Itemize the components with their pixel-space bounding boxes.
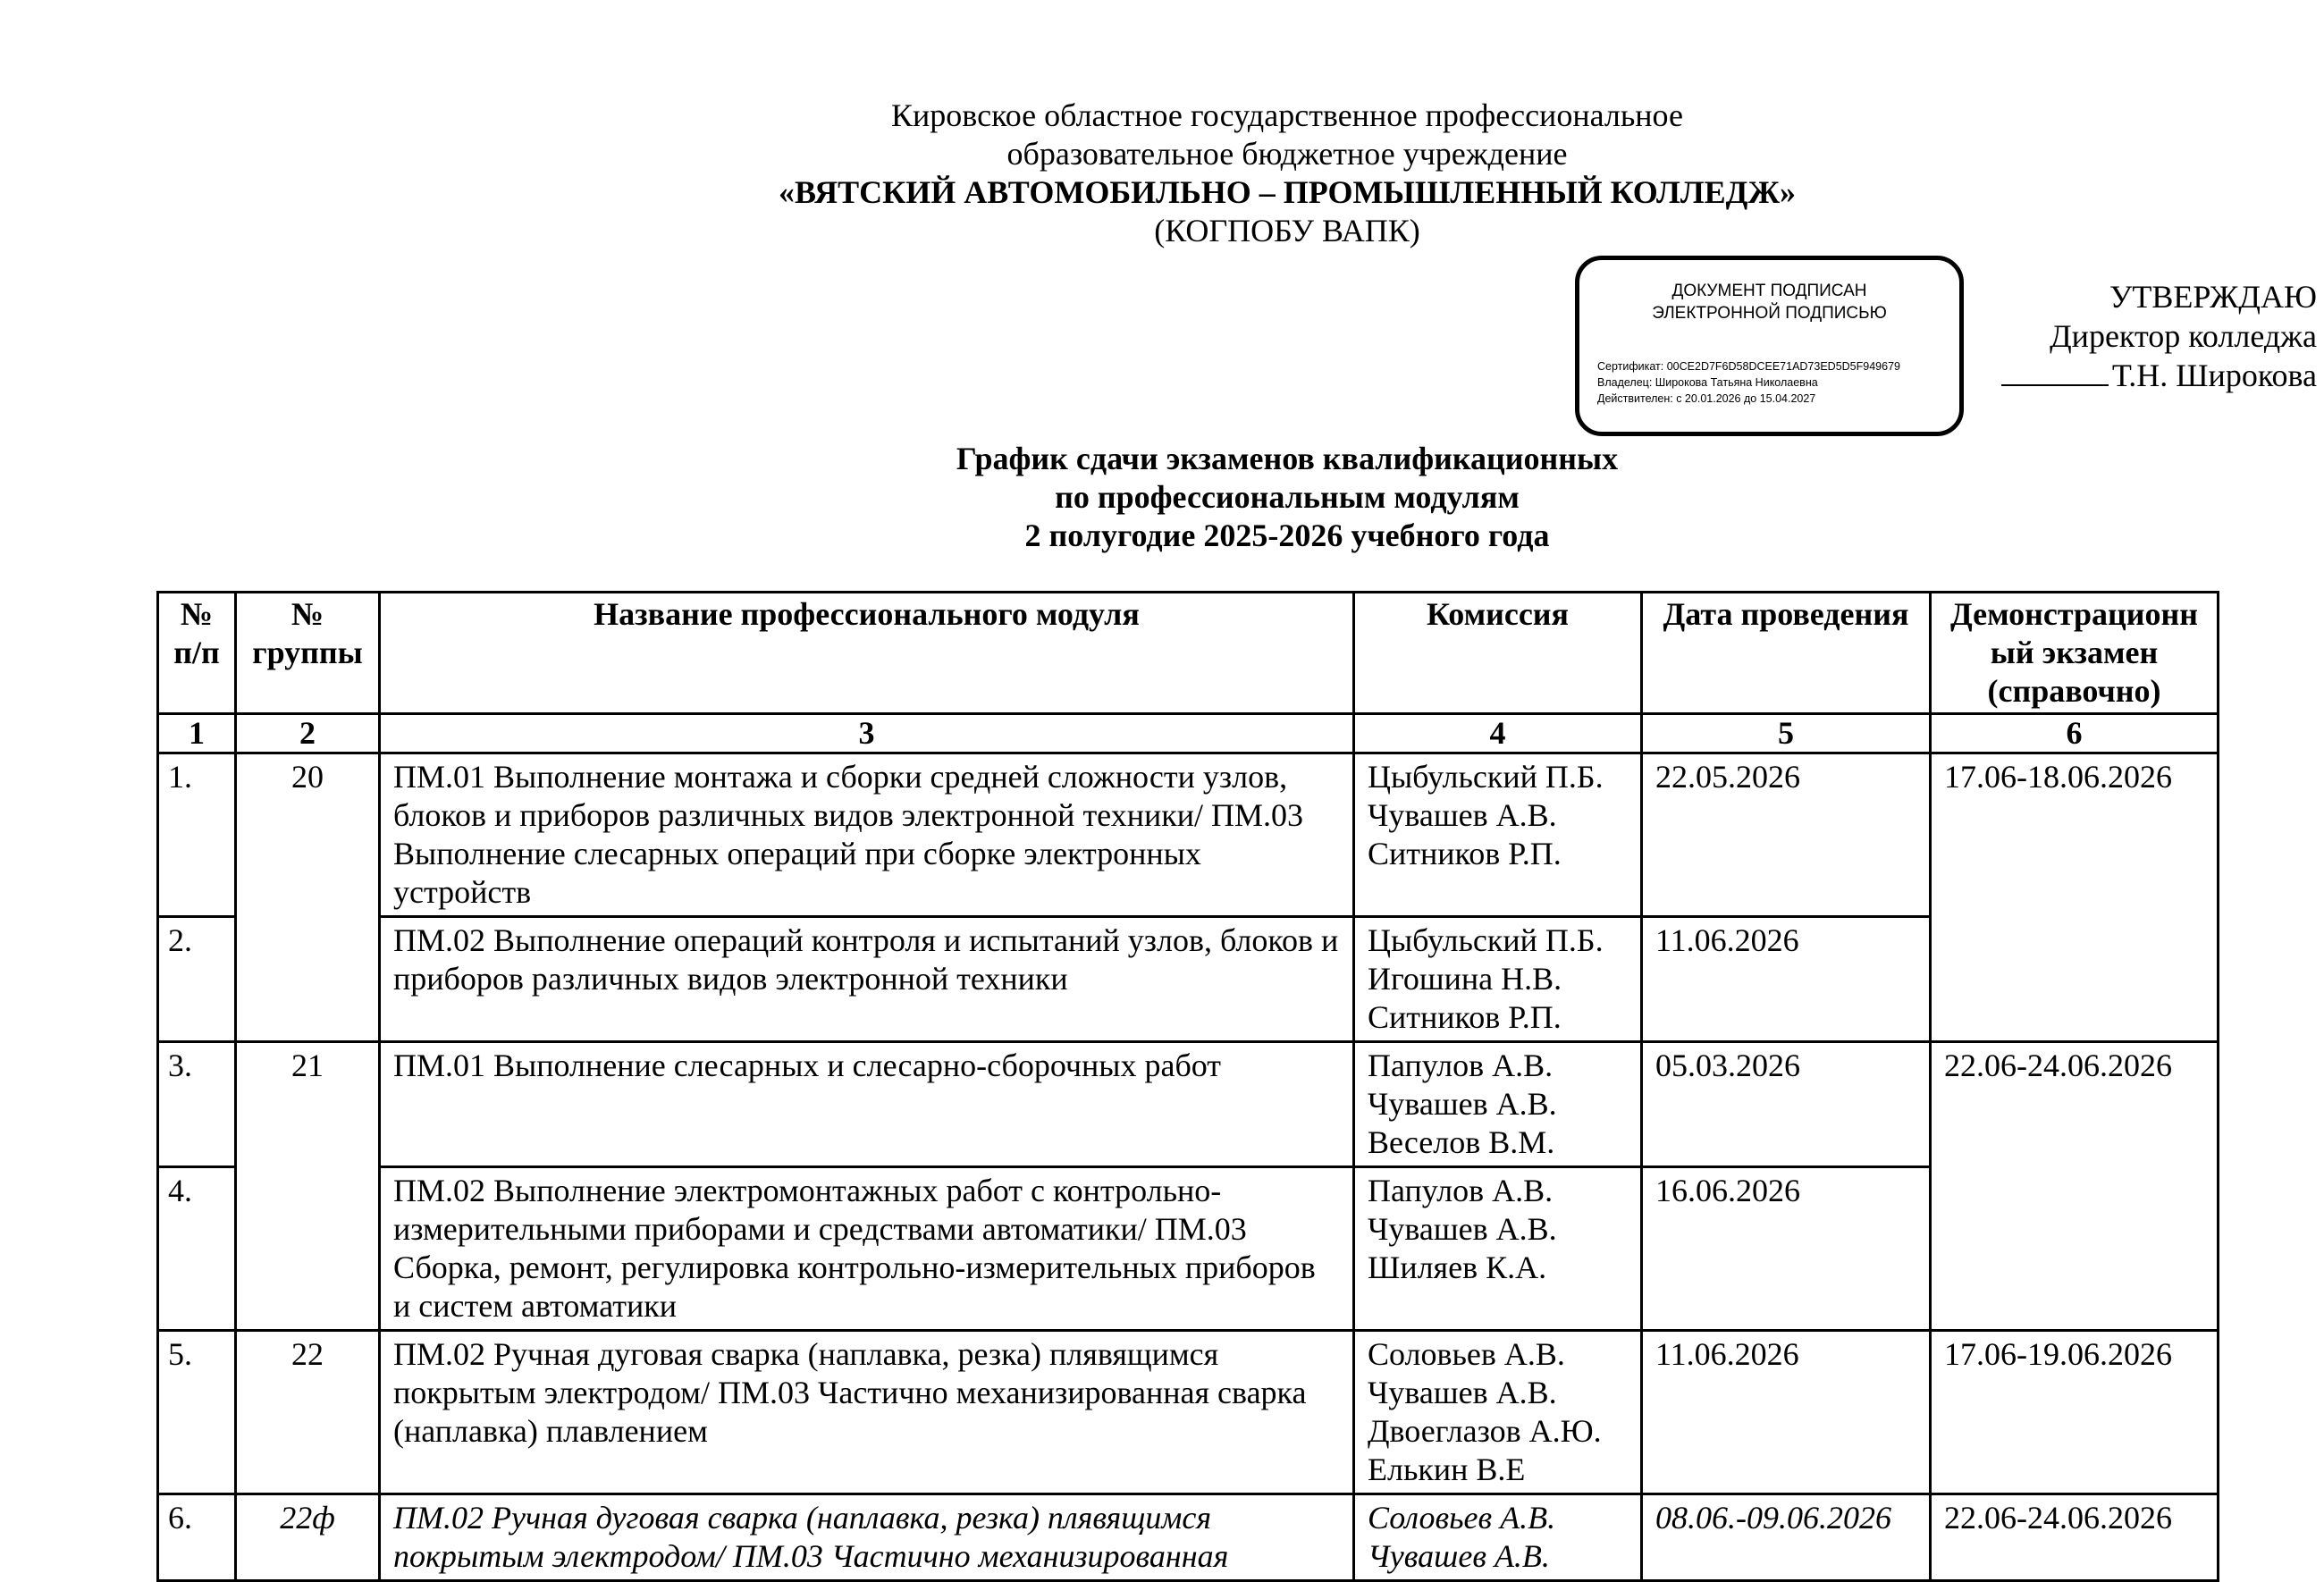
commission-member: Папулов А.В. (1368, 1173, 1554, 1208)
column-number: 5 (1642, 714, 1931, 753)
commission-member: Ситников Р.П. (1368, 836, 1562, 871)
demo-exam-date: 17.06-18.06.2026 (1931, 753, 2219, 1042)
commission (1354, 1494, 1642, 1581)
header-demo-line-3: (справочно) (1987, 673, 2161, 709)
header-group (236, 593, 380, 714)
header-no-symbol: № (290, 596, 324, 632)
module-name: ПМ.02 Выполнение электромонтажных работ с контрольно-измерительными приборами и средствами автоматики/ ПМ.03 Сборка, ремонт, регулировка контрольно-измерительных приборов и систем автоматики (380, 1167, 1354, 1331)
commission-member: Чувашев А.В. (1368, 1375, 1557, 1410)
commission-member: Елькин В.Е (1368, 1452, 1526, 1487)
stamp-info (1597, 358, 1900, 407)
header-demo-exam (1931, 593, 2219, 714)
institution-abbr: (КОГПОБУ ВАПК) (1154, 213, 1420, 248)
exam-date: 11.06.2026 (1642, 917, 1931, 1042)
commission (1354, 1167, 1642, 1331)
table-header-row (158, 593, 2219, 714)
table-row (158, 1331, 2219, 1494)
column-number: 1 (158, 714, 236, 753)
group-number: 20 (236, 753, 380, 1042)
module-name: ПМ.02 Выполнение операций контроля и испытаний узлов, блоков и приборов различных видов электронной техники (380, 917, 1354, 1042)
commission-member: Чувашев А.В. (1368, 797, 1557, 833)
row-number: 4. (158, 1167, 236, 1331)
approval-position: Директор колледжа (2050, 318, 2317, 354)
group-number: 21 (236, 1042, 380, 1331)
document-title (0, 440, 2324, 555)
stamp-title-line-1: ДОКУМЕНТ ПОДПИСАН (1671, 282, 1867, 300)
commission (1354, 753, 1642, 917)
demo-exam-date: 22.06-24.06.2026 (1931, 1042, 2219, 1331)
stamp-validity: Действителен: с 20.01.2026 до 15.04.2027 (1597, 392, 1816, 405)
commission-member: Шиляев К.А. (1368, 1250, 1547, 1285)
stamp-title-line-2: ЭЛЕКТРОННОЙ ПОДПИСЬЮ (1652, 304, 1887, 323)
institution-header (0, 97, 2324, 250)
module-name: ПМ.01 Выполнение слесарных и слесарно-сборочных работ (380, 1042, 1354, 1167)
table-row (158, 1494, 2219, 1581)
group-number: 22ф (236, 1494, 380, 1581)
commission-member: Соловьев А.В. (1368, 1336, 1565, 1372)
commission-member: Чувашев А.В. (1368, 1086, 1557, 1122)
commission-member: Папулов А.В. (1368, 1048, 1554, 1083)
header-commission: Комиссия (1354, 593, 1642, 714)
header-demo-line-1: Демонстрационн (1949, 596, 2199, 632)
module-name: ПМ.02 Ручная дуговая сварка (наплавка, резка) плявящимся покрытым электродом/ ПМ.03 Частично механизированная сварка (наплавка) плавлением (380, 1331, 1354, 1494)
title-line-1: График сдачи экзаменов квалификационных (956, 441, 1619, 476)
title-line-3: 2 полугодие 2025-2026 учебного года (1024, 518, 1550, 553)
approval-block (2001, 277, 2317, 395)
demo-exam-date: 17.06-19.06.2026 (1931, 1331, 2219, 1494)
exam-date: 08.06.-09.06.2026 (1642, 1494, 1931, 1581)
commission (1354, 1042, 1642, 1167)
commission (1354, 1331, 1642, 1494)
signature-line (2001, 358, 2109, 386)
approval-signature (2001, 356, 2317, 395)
exam-schedule-table (156, 591, 2219, 1582)
row-number: 3. (158, 1042, 236, 1167)
column-number: 4 (1354, 714, 1642, 753)
row-number: 1. (158, 753, 236, 917)
exam-date: 16.06.2026 (1642, 1167, 1931, 1331)
commission-member: Цыбульский П.Б. (1368, 759, 1604, 795)
row-number: 6. (158, 1494, 236, 1581)
approval-name: Т.Н. Широкова (2111, 358, 2317, 393)
commission-member: Игошина Н.В. (1368, 961, 1562, 997)
module-name: ПМ.01 Выполнение монтажа и сборки средней сложности узлов, блоков и приборов различных видов электронной техники/ ПМ.03 Выполнение слесарных операций при сборке электронных устройств (380, 753, 1354, 917)
header-group-label: группы (252, 635, 363, 670)
commission-member: Чувашев А.В. (1368, 1538, 1550, 1574)
row-number: 5. (158, 1331, 236, 1494)
approval-heading: УТВЕРЖДАЮ (2109, 279, 2317, 315)
exam-date: 22.05.2026 (1642, 753, 1931, 917)
module-name: ПМ.02 Ручная дуговая сварка (наплавка, резка) плявящимся покрытым электродом/ ПМ.03 Частично механизированная (380, 1494, 1354, 1581)
commission-member: Веселов В.М. (1368, 1124, 1555, 1160)
institution-line-1: Кировское областное государственное профессиональное (891, 97, 1683, 133)
table-row (158, 1167, 2219, 1331)
row-number: 2. (158, 917, 236, 1042)
institution-line-2: образовательное бюджетное учреждение (1006, 136, 1568, 172)
commission-member: Цыбульский П.Б. (1368, 922, 1604, 958)
commission-member: Ситников Р.П. (1368, 999, 1562, 1035)
table-row (158, 917, 2219, 1042)
column-number: 2 (236, 714, 380, 753)
header-date: Дата проведения (1642, 593, 1931, 714)
demo-exam-date: 22.06-24.06.2026 (1931, 1494, 2219, 1581)
stamp-title (1579, 280, 1959, 324)
exam-date: 05.03.2026 (1642, 1042, 1931, 1167)
electronic-signature-stamp (1575, 256, 1964, 436)
stamp-owner: Владелец: Широкова Татьяна Николаевна (1597, 376, 1818, 389)
commission (1354, 917, 1642, 1042)
group-number: 22 (236, 1331, 380, 1494)
title-line-2: по профессиональным модулям (1055, 479, 1520, 515)
table-row (158, 1042, 2219, 1167)
column-number: 6 (1931, 714, 2219, 753)
header-no-symbol: № (180, 596, 214, 632)
stamp-certificate: Сертификат: 00CE2D7F6D58DCEE71AD73ED5D5F949679 (1597, 360, 1900, 373)
table-row (158, 753, 2219, 917)
commission-member: Соловьев А.В. (1368, 1500, 1556, 1536)
column-number-row (158, 714, 2219, 753)
header-row-number (158, 593, 236, 714)
exam-date: 11.06.2026 (1642, 1331, 1931, 1494)
header-pp: п/п (173, 635, 220, 670)
institution-name: «ВЯТСКИЙ АВТОМОБИЛЬНО – ПРОМЫШЛЕННЫЙ КОЛЛЕДЖ» (778, 174, 1797, 210)
commission-member: Чувашев А.В. (1368, 1211, 1557, 1247)
header-module: Название профессионального модуля (380, 593, 1354, 714)
commission-member: Двоеглазов А.Ю. (1368, 1413, 1602, 1449)
column-number: 3 (380, 714, 1354, 753)
header-demo-line-2: ый экзамен (1990, 635, 2159, 670)
